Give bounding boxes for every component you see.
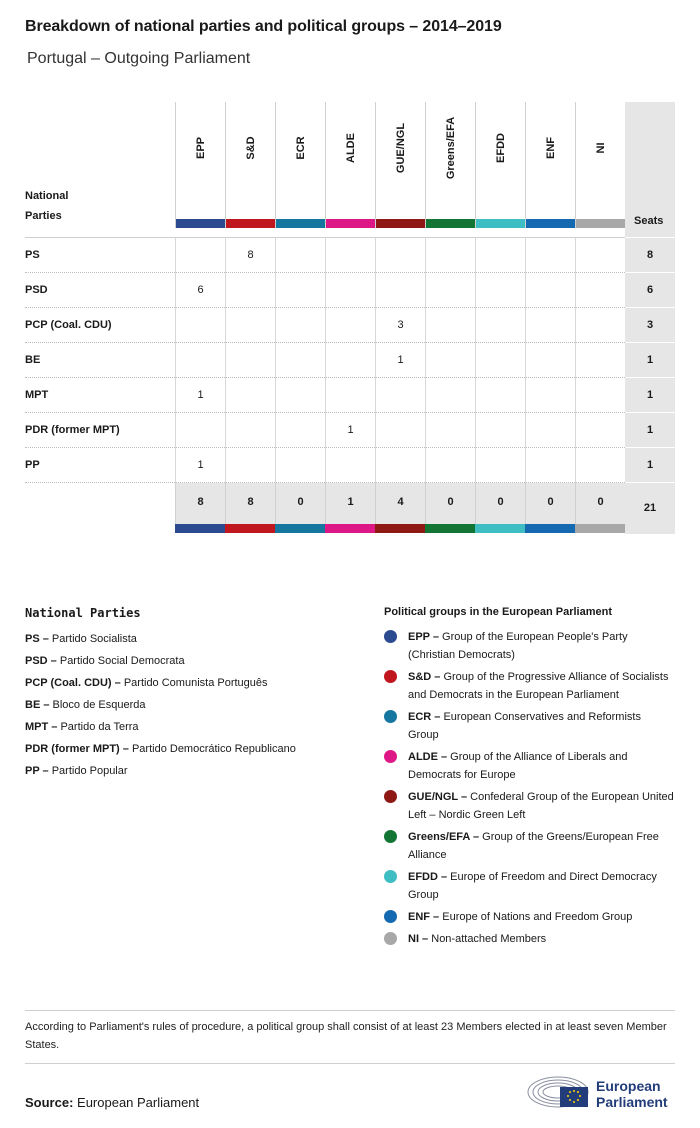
group-abbr: Greens/EFA – [408, 831, 480, 843]
seat-cell [425, 273, 475, 308]
political-group-item [384, 668, 674, 704]
group-column-header [325, 102, 375, 228]
seat-cell [575, 308, 625, 343]
page-title: Breakdown of national parties and political groups – 2014–2019 [25, 18, 502, 35]
seat-cell [525, 378, 575, 413]
group-color-dot-icon [384, 790, 397, 803]
group-full-name: Group of the European People's Party (Christian Democrats) [408, 631, 628, 661]
seat-cell: 1 [325, 413, 375, 448]
party-name: PDR (former MPT) [25, 424, 120, 436]
group-full-name: Group of the Alliance of Liberals and Democrats for Europe [408, 751, 628, 781]
seat-cell [175, 343, 225, 378]
footnote: According to Parliament's rules of procedure, a political group shall consist of at least 23 Members elected in at least seven Member States. [25, 1021, 667, 1051]
group-color-dot-icon [384, 630, 397, 643]
group-column-label: ENF [544, 137, 557, 159]
row-total-seats: 6 [625, 273, 675, 308]
group-abbr: ALDE – [408, 751, 448, 763]
group-column-label: ECR [294, 136, 307, 160]
political-group-item [384, 868, 674, 904]
political-group-item [384, 788, 674, 824]
group-total: 1 [325, 483, 375, 524]
seat-cell: 8 [225, 238, 275, 273]
seat-cell [375, 273, 425, 308]
seat-cell [475, 378, 525, 413]
seat-cell [525, 413, 575, 448]
grand-total: 21 [625, 483, 675, 534]
seat-cell [225, 413, 275, 448]
group-abbr: GUE/NGL – [408, 791, 468, 803]
group-full-name: European Conservatives and Reformists Group [408, 711, 641, 741]
group-column-label: S&D [244, 136, 257, 160]
group-full-name: Europe of Freedom and Direct Democracy Group [408, 871, 657, 901]
seat-cell [475, 273, 525, 308]
group-color-bar-bottom [575, 524, 625, 533]
group-color-dot-icon [384, 932, 397, 945]
party-full-name: Partido Democrático Republicano [128, 743, 296, 755]
seat-cell [475, 413, 525, 448]
group-column-header [425, 102, 475, 228]
seat-cell: 1 [175, 448, 225, 483]
party-abbr: PS – [25, 633, 49, 645]
group-total: 8 [225, 483, 275, 524]
party-name: PCP (Coal. CDU) [25, 319, 112, 331]
seat-cell [325, 238, 375, 273]
seat-cell [475, 308, 525, 343]
table-row [25, 343, 675, 378]
group-color-bar-bottom [225, 524, 275, 533]
table-row [25, 378, 675, 413]
page-subtitle: Portugal – Outgoing Parliament [27, 50, 251, 67]
group-color-bar-bottom [325, 524, 375, 533]
group-color-bar [176, 219, 225, 228]
seat-cell [525, 448, 575, 483]
seat-cell [175, 238, 225, 273]
group-column-header [175, 102, 225, 228]
group-color-bar-bottom [475, 524, 525, 533]
national-party-item [25, 716, 355, 738]
seat-cell: 1 [375, 343, 425, 378]
party-full-name: Partido Social Democrata [56, 655, 185, 667]
seat-cell [275, 273, 325, 308]
group-total: 0 [275, 483, 325, 524]
seat-cell [525, 343, 575, 378]
seat-cell [575, 343, 625, 378]
group-color-dot-icon [384, 710, 397, 723]
group-color-dot-icon [384, 750, 397, 763]
party-full-name: Partido Comunista Português [120, 677, 268, 689]
seat-cell [225, 273, 275, 308]
national-party-item [25, 694, 355, 716]
group-column-label: ALDE [344, 133, 357, 163]
seat-cell [425, 448, 475, 483]
seat-cell [525, 273, 575, 308]
party-abbr: PSD – [25, 655, 57, 667]
group-full-name: Europe of Nations and Freedom Group [439, 911, 633, 923]
seat-cell [275, 238, 325, 273]
seat-cell [575, 413, 625, 448]
row-total-seats: 3 [625, 308, 675, 343]
group-color-bar-bottom [425, 524, 475, 533]
party-abbr: BE – [25, 699, 50, 711]
divider [25, 1010, 675, 1011]
political-group-item [384, 930, 674, 948]
group-abbr: EPP – [408, 631, 439, 643]
source-label: Source: [25, 1095, 74, 1110]
logo-line-2: Parliament [596, 1094, 668, 1110]
seats-header-label: Seats [634, 215, 664, 227]
group-color-dot-icon [384, 830, 397, 843]
table-row [25, 273, 675, 308]
source-value: European Parliament [73, 1095, 200, 1110]
political-group-item [384, 708, 674, 744]
seat-cell: 3 [375, 308, 425, 343]
group-full-name: Group of the Progressive Alliance of Socialists and Democrats in the European Parliament [408, 671, 669, 701]
seat-cell [425, 308, 475, 343]
seat-cell [375, 448, 425, 483]
group-total: 0 [425, 483, 475, 524]
group-color-bar [576, 219, 625, 228]
group-color-bar-bottom [175, 524, 225, 533]
table-row [25, 413, 675, 448]
row-total-seats: 1 [625, 413, 675, 448]
political-group-item [384, 828, 674, 864]
seat-cell [225, 343, 275, 378]
group-column-header [525, 102, 575, 228]
group-column-header [575, 102, 625, 228]
seat-cell [575, 448, 625, 483]
group-column-header [375, 102, 425, 228]
group-color-bar [276, 219, 325, 228]
group-color-bar [376, 219, 425, 228]
party-full-name: Partido Popular [48, 765, 128, 777]
seat-cell: 1 [175, 378, 225, 413]
group-color-dot-icon [384, 870, 397, 883]
group-column-header [225, 102, 275, 228]
group-column-label: EPP [194, 136, 207, 160]
political-groups-title: Political groups in the European Parliament [384, 606, 612, 618]
seat-cell [475, 238, 525, 273]
seat-cell [325, 448, 375, 483]
group-total: 0 [475, 483, 525, 524]
seat-cell [575, 238, 625, 273]
party-name: PSD [25, 284, 48, 296]
group-color-bar [326, 219, 375, 228]
group-total: 0 [525, 483, 575, 524]
group-total: 8 [175, 483, 225, 524]
group-color-bar [526, 219, 575, 228]
group-column-header [275, 102, 325, 228]
political-group-item [384, 748, 674, 784]
party-name: BE [25, 354, 41, 366]
national-party-item [25, 738, 355, 760]
party-full-name: Bloco de Esquerda [49, 699, 146, 711]
seat-cell [325, 378, 375, 413]
table-row [25, 448, 675, 483]
seat-cell [425, 238, 475, 273]
national-party-item [25, 650, 355, 672]
party-abbr: PCP (Coal. CDU) – [25, 677, 121, 689]
national-party-item [25, 672, 355, 694]
group-full-name: Group of the Greens/European Free Alliance [408, 831, 659, 861]
group-color-dot-icon [384, 910, 397, 923]
group-column-label: EFDD [494, 133, 507, 163]
political-groups-legend [384, 606, 674, 952]
party-name: MPT [25, 389, 49, 401]
seat-cell [425, 378, 475, 413]
party-abbr: PP – [25, 765, 49, 777]
group-total: 0 [575, 483, 625, 524]
national-parties-title: National Parties [25, 606, 141, 620]
seat-cell [375, 413, 425, 448]
row-header [25, 186, 68, 226]
seat-cell [275, 413, 325, 448]
party-full-name: Partido da Terra [57, 721, 139, 733]
group-color-bar-bottom [375, 524, 425, 533]
table-row [25, 238, 675, 273]
political-group-item [384, 908, 674, 926]
group-color-bar [426, 219, 475, 228]
national-party-item [25, 760, 355, 782]
group-abbr: ECR – [408, 711, 441, 723]
seat-cell [275, 343, 325, 378]
group-total: 4 [375, 483, 425, 524]
party-name: PP [25, 459, 40, 471]
seat-cell [325, 273, 375, 308]
totals-row [175, 483, 625, 524]
seat-cell [325, 343, 375, 378]
source [25, 1095, 199, 1110]
seat-cell [225, 308, 275, 343]
group-column-label: Greens/EFA [444, 116, 457, 180]
seat-cell: 6 [175, 273, 225, 308]
group-abbr: ENF – [408, 911, 440, 923]
row-total-seats: 1 [625, 378, 675, 413]
seat-cell [525, 238, 575, 273]
seat-cell [225, 448, 275, 483]
seat-cell [275, 378, 325, 413]
seat-cell [375, 238, 425, 273]
group-column-label: NI [594, 142, 607, 154]
seat-cell [275, 308, 325, 343]
national-parties-legend [25, 606, 355, 782]
party-abbr: PDR (former MPT) – [25, 743, 129, 755]
party-full-name: Partido Socialista [48, 633, 137, 645]
group-column-label: GUE/NGL [394, 122, 407, 174]
political-group-item [384, 628, 674, 664]
logo-text [596, 1078, 668, 1110]
seat-cell [375, 378, 425, 413]
seat-cell [525, 308, 575, 343]
group-color-bar [226, 219, 275, 228]
group-abbr: EFDD – [408, 871, 448, 883]
seat-cell [425, 343, 475, 378]
seat-cell [175, 308, 225, 343]
breakdown-table [25, 102, 675, 534]
group-color-bar [476, 219, 525, 228]
row-total-seats: 1 [625, 343, 675, 378]
group-full-name: Non-attached Members [428, 933, 547, 945]
seat-cell [475, 343, 525, 378]
row-header-line1: National [25, 190, 69, 202]
party-abbr: MPT – [25, 721, 58, 733]
group-abbr: S&D – [408, 671, 441, 683]
divider [25, 1063, 675, 1064]
logo-line-1: European [596, 1078, 661, 1094]
seat-cell [475, 448, 525, 483]
row-header-line2: Parties [25, 210, 62, 222]
group-abbr: NI – [408, 933, 429, 945]
seat-cell [425, 413, 475, 448]
row-total-seats: 1 [625, 448, 675, 483]
row-total-seats: 8 [625, 238, 675, 273]
group-color-bar-bottom [275, 524, 325, 533]
seat-cell [325, 308, 375, 343]
group-color-dot-icon [384, 670, 397, 683]
group-full-name: Confederal Group of the European United Left – Nordic Green Left [408, 791, 674, 821]
seat-cell [175, 413, 225, 448]
seat-cell [275, 448, 325, 483]
seat-cell [575, 273, 625, 308]
table-row [25, 308, 675, 343]
national-party-item [25, 628, 355, 650]
party-name: PS [25, 249, 40, 261]
group-column-header [475, 102, 525, 228]
seat-cell [225, 378, 275, 413]
group-color-bar-bottom [525, 524, 575, 533]
seats-header [625, 102, 675, 237]
seat-cell [575, 378, 625, 413]
